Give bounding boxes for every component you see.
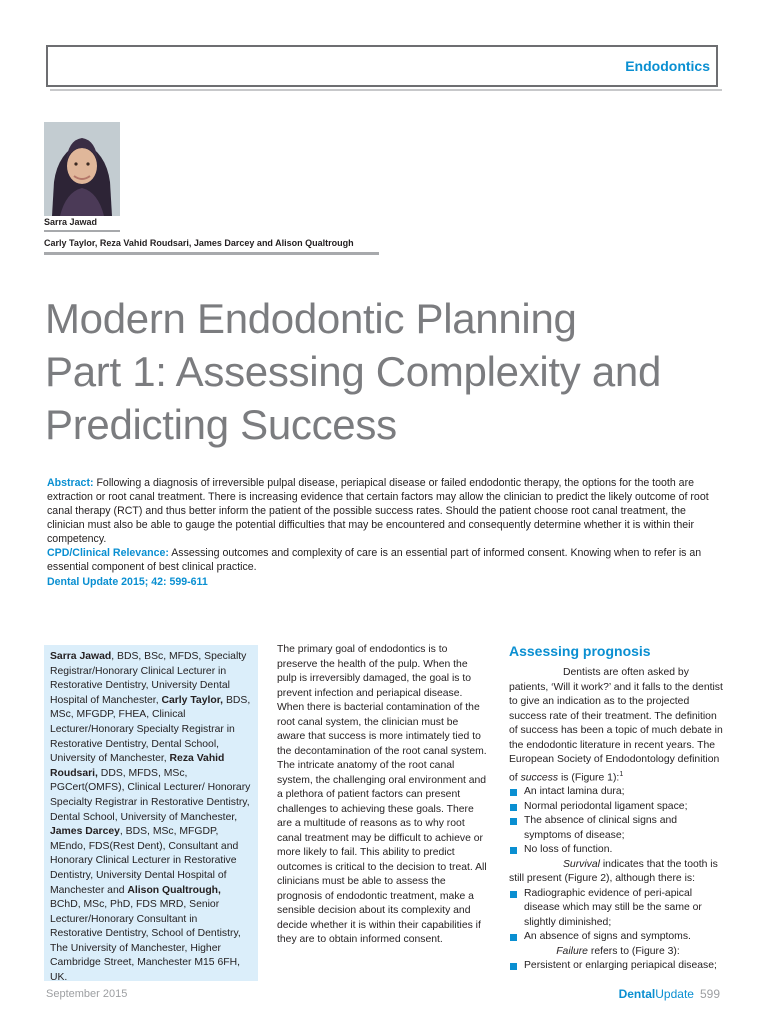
list-item: An absence of signs and symptoms. (509, 930, 727, 945)
brand-dental: Dental (618, 987, 656, 1001)
citation: Dental Update 2015; 42: 599-611 (47, 576, 208, 588)
title-line: Modern Endodontic Planning (45, 295, 577, 342)
list-item: Radiographic evidence of peri-apical disease which may still be the same or slightly diminished; (509, 887, 727, 931)
list-item: An intact lamina dura; (509, 785, 727, 800)
section-heading: Assessing prognosis (509, 643, 651, 659)
title-line: Predicting Success (45, 401, 397, 448)
success-criteria-list (509, 785, 727, 858)
bio-name: Alison Qualtrough, (127, 884, 221, 896)
abstract-text: Following a diagnosis of irreversible pulpal disease, periapical disease or failed endodontic therapy, the options for the tooth are extraction or root canal treatment. There is increasing evidence that certain factors may allow the clinician to predict the likely outcome of root canal therapy (RCT) and thus better inform the patient of the possible success rates. Should the patient choose root canal treatment, the clinician must also be able to gauge the potential difficulties that may be encountered and consequently determine whether it is within their competency. (47, 477, 709, 545)
bio-name: James Darcey (50, 826, 120, 838)
header-box (46, 45, 718, 87)
emphasis: Failure (556, 945, 588, 957)
survival-criteria-list (509, 887, 727, 945)
cpd-text: Assessing outcomes and complexity of care is an essential part of informed consent. Knowing when to refer is an essential component of best clinical practice. (47, 547, 702, 573)
list-item: No loss of function. (509, 843, 727, 858)
article-title (45, 292, 735, 451)
body-paragraph: The primary goal of endodontics is to preserve the health of the pulp. When the pulp is irreversibly damaged, the goal is to prevent infection and periapical disease. When there is bacterial contamination of the root canal system, the clinician must be aware that success is more intimately tied to the decontamination of the root canal system. The intricate anatomy of the root canal system, the challenging oral environment and a plethora of patient factors can present challenges to achieving these goals. There are a multitude of reasons as to why root canal treatment may be difficult to achieve or more likely to fail. This ability to predict outcomes is critical to the decision to treat. All clinicians must be able to assess the prognosis of endodontic treatment, make a sensible decision about its complexity and decide whether it is within their capabilities if they are to obtain informed consent. (277, 644, 487, 945)
body-column-3 (509, 642, 727, 974)
paragraph-text: refers to (Figure 3): (587, 945, 680, 957)
list-item: Persistent or enlarging periapical disease; (509, 959, 727, 974)
list-item: Normal periodontal ligament space; (509, 800, 727, 815)
abstract-paragraph (47, 476, 719, 546)
page-number: 599 (699, 987, 720, 1001)
cpd-paragraph (47, 546, 719, 574)
paragraph-text: Dentists are often asked by patients, ‘Will it work?’ and it falls to the dentist to give an indication as to the projected success rate of their treatment. The definition of success has been a topic of much debate in the endodontic literature in recent years. The European Society of Endodontology definition of (509, 667, 723, 783)
emphasis: Survival (563, 858, 600, 870)
bio-name: Carly Taylor, (161, 694, 224, 706)
lead-author: Sarra Jawad (44, 217, 98, 227)
paragraph-text: indicates that the tooth is still present (Figure 2), although there is: (509, 858, 718, 885)
abstract (47, 476, 719, 589)
authors-block (44, 217, 379, 255)
bio-name: Sarra Jawad (50, 651, 112, 662)
section-tag: Endodontics (625, 58, 710, 74)
body-paragraph (509, 666, 727, 785)
bio-text: , BDS, BSc, MFDS, Specialty Registrar/Honorary Clinical Lecturer in Restorative Dentistry, University Dental Hospital of Manchester, (50, 651, 247, 706)
bio-text: DDS, MFDS, MSc, PGCert(OMFS), Clinical Lecturer/ Honorary Specialty Registrar in Restorative Dentistry, Dental School, University of Manchester, (50, 767, 251, 823)
title-line: Part 1: Assessing Complexity and (45, 348, 662, 395)
brand-update: Update (655, 987, 694, 1001)
footer-brand (619, 987, 720, 1001)
bio-text: , BDS, MSc, MFGDP, MEndo, FDS(Rest Dent), Consultant and Honorary Clinical Lecturer in Restorative Dentistry, University Dental Hospital of Manchester and (50, 826, 239, 896)
author-photo (44, 122, 120, 216)
divider (44, 230, 120, 232)
body-paragraph (509, 945, 727, 960)
bio-name: Reza Vahid Roudsari, (50, 753, 225, 779)
bio-text: BDS, MSc, MFGDP, FHEA, Clinical Lecturer/Honorary Specialty Registrar in Restorative Dentistry, Dental School, University of Manchester, (50, 694, 251, 765)
paragraph-text: is (Figure 1): (558, 771, 620, 783)
body-column-2 (277, 643, 487, 948)
abstract-label: Abstract: (47, 477, 94, 489)
coauthors: Carly Taylor, Reza Vahid Roudsari, James Darcey and Alison Qualtrough (44, 238, 354, 248)
divider (44, 252, 379, 255)
reference-marker: 1 (619, 770, 624, 778)
footer-date: September 2015 (46, 988, 128, 1000)
failure-criteria-list (509, 959, 727, 974)
emphasis: success (520, 771, 559, 783)
list-item: The absence of clinical signs and symptoms of disease; (509, 814, 727, 843)
cpd-label: CPD/Clinical Relevance: (47, 547, 169, 559)
author-bio-box (44, 645, 258, 984)
body-paragraph (509, 858, 727, 887)
bio-text: BChD, MSc, PhD, FDS MRD, Senior Lecturer/Honorary Consultant in Restorative Dentistry, School of Dentistry, The University of Manchester, Higher Cambridge Street, Manchester M15 6FH, UK. (50, 899, 241, 984)
author-portrait-icon (44, 122, 120, 216)
header-shadow (50, 89, 722, 91)
